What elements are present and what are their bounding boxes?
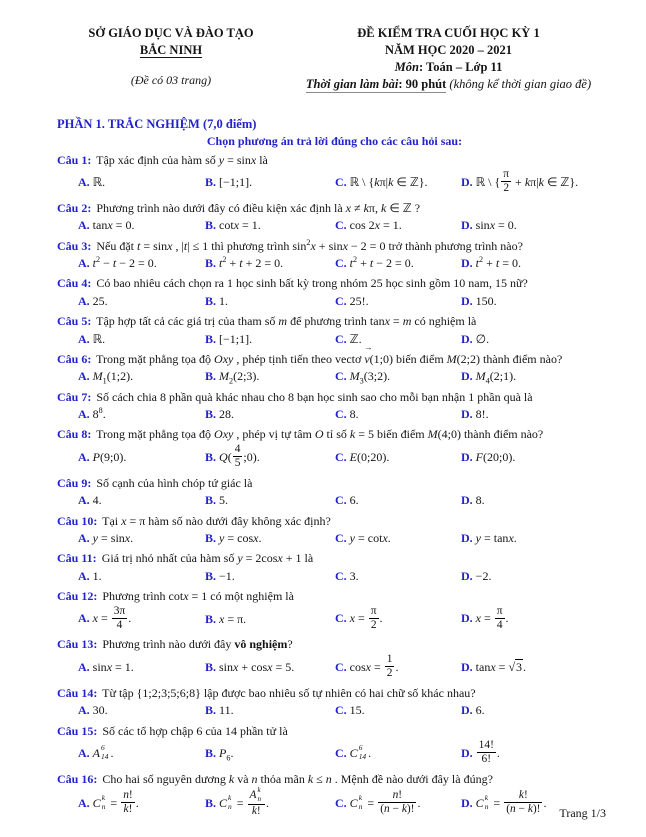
question-text: Nếu đặt t = sinx , |t| ≤ 1 thì phương trình $\sin^2x + \sin x - 2 = 0$ trở thành phương trình nào? <box>96 237 523 253</box>
option-a <box>78 702 205 719</box>
option-letter: C. <box>335 331 347 346</box>
option-value: C k n = $\frac{k!}{(n - k)!}$ . <box>475 788 547 816</box>
question-text: Phương trình nào dưới đây vô nghiệm? <box>102 637 293 652</box>
option-b <box>205 530 335 547</box>
option-c <box>335 790 461 818</box>
option-value: y = cotx. <box>349 530 391 545</box>
exam-title: ĐỀ KIỂM TRA CUỐI HỌC KỲ 1 <box>357 26 540 40</box>
option-b <box>205 568 335 585</box>
question-number-label: Câu 12: <box>57 589 98 604</box>
option-a <box>78 406 205 423</box>
question-number-label: Câu 16: <box>57 771 98 786</box>
question-number-label: Câu 4: <box>57 276 92 291</box>
option-value: $P_6$. <box>219 746 234 763</box>
option-d <box>461 217 612 234</box>
question-text: Giá trị nhỏ nhất của hàm số y = 2cosx + 1 là <box>101 551 314 566</box>
option-c <box>335 654 461 682</box>
option-d <box>461 449 612 466</box>
option-c <box>335 255 461 272</box>
option-value: C k n = A k n k! . <box>219 786 270 818</box>
option-a <box>78 293 205 310</box>
option-letter: C. <box>335 568 347 583</box>
option-b <box>205 444 335 472</box>
option-value: A 6 14 . <box>92 743 114 761</box>
section-title: PHẦN 1. TRẮC NGHIỆM (7,0 điểm) <box>57 116 257 131</box>
question-stem <box>57 475 612 492</box>
option-value: y = tanx. <box>475 530 517 545</box>
question-row <box>57 238 612 273</box>
option-letter: A. <box>78 530 90 545</box>
question-text: Trong mặt phẳng tọa độ Oxy , phép tịnh tiến theo vectơ v →(1;0) biến điểm M(2;2) thành điểm nào? <box>96 352 562 366</box>
option-value: ℤ. <box>349 331 362 346</box>
option-value: x = π. <box>219 611 247 626</box>
question-row <box>57 550 612 585</box>
question-number-label: Câu 11: <box>57 551 97 566</box>
option-letter: D. <box>461 255 473 270</box>
answer-options <box>57 606 612 634</box>
answer-options <box>57 788 612 819</box>
question-text: Phương trình cotx = 1 có một nghiệm là <box>102 589 294 604</box>
option-letter: D. <box>461 795 473 810</box>
question-text: Số cách chia 8 phần quà khác nhau cho 8 bạn học sinh sao cho mỗi bạn nhận 1 phần quà là <box>96 389 533 404</box>
answer-options <box>57 169 612 197</box>
pages-note: (Đề có 03 trang) <box>130 72 212 87</box>
header <box>57 25 612 93</box>
option-letter: C. <box>335 293 347 308</box>
option-letter: B. <box>205 331 217 346</box>
option-d <box>461 702 612 719</box>
option-c <box>335 492 461 509</box>
option-value: 30. <box>92 703 108 718</box>
question-stem <box>57 275 612 292</box>
option-letter: D. <box>461 450 473 465</box>
option-value: ℝ. <box>92 331 106 346</box>
option-value: [−1;1]. <box>219 331 253 346</box>
option-letter: A. <box>78 175 90 190</box>
province-name: BẮC NINH <box>139 42 203 57</box>
answer-options <box>57 740 612 768</box>
question-row <box>57 723 612 768</box>
question-stem <box>57 351 612 368</box>
option-value: cosx = $\frac{1}{2}$ . <box>349 652 399 680</box>
option-letter: A. <box>78 255 90 270</box>
question-row <box>57 275 612 310</box>
option-letter: A. <box>78 293 90 308</box>
option-letter: A. <box>78 450 90 465</box>
option-b <box>205 611 335 628</box>
option-c <box>335 331 461 348</box>
option-letter: A. <box>78 407 90 422</box>
option-letter: C. <box>335 407 347 422</box>
question-text: Có bao nhiêu cách chọn ra 1 học sinh bất kỳ trong nhóm 25 học sinh gồm 10 nam, 15 nữ? <box>96 276 528 291</box>
question-row <box>57 200 612 235</box>
page-number: Trang 1/3 <box>559 806 606 820</box>
option-letter: A. <box>78 331 90 346</box>
option-value: ∅. <box>475 331 490 346</box>
question-text: Cho hai số nguyên dương k và n thỏa mãn k ≤ n . Mệnh đề nào dưới đây là đúng? <box>102 771 493 786</box>
option-value: C 6 14 . <box>349 743 372 761</box>
answer-options <box>57 406 612 423</box>
header-left <box>57 25 285 93</box>
option-value: 25. <box>92 293 108 308</box>
option-c <box>335 293 461 310</box>
option-b <box>205 788 335 819</box>
option-c <box>335 702 461 719</box>
option-letter: A. <box>78 218 90 233</box>
option-d <box>461 169 612 197</box>
option-a <box>78 659 205 676</box>
question-row <box>57 588 612 633</box>
option-value: x = $\frac{\pi}{4}$ . <box>475 604 509 631</box>
option-letter: D. <box>461 745 473 760</box>
option-value: 6. <box>475 703 485 718</box>
option-a <box>78 568 205 585</box>
option-a <box>78 255 205 272</box>
option-letter: C. <box>335 255 347 270</box>
option-letter: B. <box>205 255 217 270</box>
department-name: SỞ GIÁO DỤC VÀ ĐÀO TẠO <box>88 26 254 40</box>
option-b <box>205 255 335 272</box>
option-b <box>205 745 335 762</box>
answer-options <box>57 293 612 310</box>
question-number-label: Câu 1: <box>57 152 92 167</box>
option-d <box>461 368 612 385</box>
option-value: ℝ \ {kπ|k ∈ ℤ}. <box>349 175 428 190</box>
option-value: −1. <box>219 568 235 583</box>
option-letter: D. <box>461 407 473 422</box>
option-a <box>78 745 205 763</box>
option-letter: D. <box>461 660 473 675</box>
answer-options <box>57 492 612 509</box>
option-value: $M_3(3;2)$. <box>349 369 391 386</box>
option-letter: C. <box>335 611 347 626</box>
section-subtitle: Chọn phương án trả lời đúng cho các câu hỏi sau: <box>206 133 463 148</box>
option-letter: D. <box>461 703 473 718</box>
question-stem <box>57 771 612 788</box>
option-value: sinx + cosx = 5. <box>219 660 295 675</box>
option-letter: A. <box>78 703 90 718</box>
option-c <box>335 530 461 547</box>
option-letter: A. <box>78 660 90 675</box>
option-a <box>78 492 205 509</box>
question-stem <box>57 588 612 605</box>
option-letter: C. <box>335 175 347 190</box>
answer-options <box>57 368 612 385</box>
question-stem <box>57 389 612 406</box>
question-text: Tập xác định của hàm số y = sinx là <box>96 152 268 167</box>
option-value: $M_4(2;1)$. <box>475 369 517 386</box>
question-number-label: Câu 8: <box>57 427 92 442</box>
option-b <box>205 293 335 310</box>
question-row <box>57 475 612 510</box>
answer-options <box>57 217 612 234</box>
option-letter: B. <box>205 568 217 583</box>
option-b <box>205 702 335 719</box>
answer-options <box>57 530 612 547</box>
option-letter: D. <box>461 174 473 189</box>
option-b <box>205 406 335 423</box>
option-value: 1. <box>219 293 229 308</box>
option-letter: A. <box>78 745 90 760</box>
question-row <box>57 152 612 197</box>
header-right <box>285 25 612 93</box>
option-value: $M_2(2;3)$. <box>219 369 260 386</box>
question-number-label: Câu 10: <box>57 513 98 528</box>
option-value: C k n = $\frac{n!}{(n - k)!}$ . <box>349 788 421 816</box>
question-text: Số các tổ hợp chập 6 của 14 phần tử là <box>102 723 288 738</box>
question-number-label: Câu 2: <box>57 200 92 215</box>
option-d <box>461 606 612 634</box>
answer-options <box>57 255 612 272</box>
option-letter: D. <box>461 493 473 508</box>
option-d <box>461 331 612 348</box>
option-value: 5. <box>219 493 229 508</box>
option-letter: B. <box>205 293 217 308</box>
option-letter: A. <box>78 795 90 810</box>
option-letter: D. <box>461 293 473 308</box>
question-stem <box>57 636 612 653</box>
option-value: 3. <box>349 568 359 583</box>
question-text: Tại x = π hàm số nào dưới đây không xác định? <box>102 513 331 528</box>
option-value: 11. <box>219 703 234 718</box>
answer-options <box>57 444 612 472</box>
option-value: ℝ \ { $\frac{\pi}{2}$ + kπ|k ∈ ℤ}. <box>475 167 579 195</box>
question-row <box>57 313 612 348</box>
question-row <box>57 685 612 720</box>
option-c <box>335 568 461 585</box>
option-c <box>335 606 461 634</box>
option-letter: C. <box>335 218 347 233</box>
question-stem <box>57 550 612 567</box>
option-letter: D. <box>461 530 473 545</box>
questions-list <box>57 152 612 820</box>
option-letter: A. <box>78 568 90 583</box>
question-number-label: Câu 3: <box>57 238 92 253</box>
option-letter: B. <box>205 660 217 675</box>
option-letter: B. <box>205 449 217 464</box>
option-b <box>205 331 335 348</box>
option-a <box>78 790 205 818</box>
option-value: tanx = 0. <box>92 218 135 233</box>
option-c <box>335 449 461 466</box>
option-value: −2. <box>475 568 492 583</box>
question-number-label: Câu 9: <box>57 475 92 490</box>
option-value: P(9;0). <box>92 450 127 465</box>
option-value: sinx = 1. <box>92 660 134 675</box>
option-value: sinx = 0. <box>475 218 517 233</box>
option-d <box>461 255 612 272</box>
option-value: $t^2 + t - 2 = 0$. <box>349 254 414 270</box>
option-a <box>78 606 205 634</box>
option-d <box>461 568 612 585</box>
question-text: Số cạnh của hình chóp tứ giác là <box>96 475 253 490</box>
question-text: Phương trình nào dưới đây có điều kiện xác định là x ≠ kπ, k ∈ ℤ ? <box>96 200 421 215</box>
question-row <box>57 389 612 424</box>
question-stem <box>57 513 612 530</box>
answer-options <box>57 654 612 682</box>
question-row <box>57 426 612 471</box>
option-value: $t^2 - t - 2 = 0$. <box>92 254 157 270</box>
option-d <box>461 293 612 310</box>
option-value: x = $\frac{\pi}{2}$ . <box>349 604 383 631</box>
option-letter: B. <box>205 407 217 422</box>
option-c <box>335 174 461 191</box>
option-value: cos 2x = 1. <box>349 218 402 233</box>
option-letter: C. <box>335 493 347 508</box>
option-c <box>335 217 461 234</box>
option-b <box>205 368 335 385</box>
question-number-label: Câu 13: <box>57 637 98 652</box>
question-number-label: Câu 7: <box>57 389 92 404</box>
question-stem <box>57 200 612 217</box>
school-year: NĂM HỌC 2020 – 2021 <box>384 42 513 57</box>
option-letter: C. <box>335 745 347 760</box>
question-stem <box>57 426 612 443</box>
answer-options <box>57 702 612 719</box>
option-value: tanx = √3. <box>475 660 527 675</box>
option-value: cotx = 1. <box>219 218 261 233</box>
question-number-label: Câu 6: <box>57 351 92 366</box>
option-letter: B. <box>205 218 217 233</box>
option-value: y = cosx. <box>219 530 262 545</box>
question-text: Trong mặt phẳng tọa độ Oxy , phép vị tự tâm O tỉ số k = 5 biến điểm M(4;0) thành điểm nào? <box>96 427 544 442</box>
question-number-label: Câu 15: <box>57 723 98 738</box>
option-letter: B. <box>205 611 217 626</box>
option-b <box>205 217 335 234</box>
option-value: $\frac{14!}{6!}$ . <box>478 738 500 766</box>
option-value: 150. <box>475 293 497 308</box>
option-value: x = $\frac{3\pi}{4}$ . <box>92 604 132 631</box>
option-value: $8^8$. <box>92 406 106 422</box>
option-letter: D. <box>461 331 473 346</box>
question-stem <box>57 313 612 330</box>
option-letter: C. <box>335 795 347 810</box>
option-letter: C. <box>335 659 347 674</box>
option-letter: B. <box>205 175 217 190</box>
option-letter: B. <box>205 493 217 508</box>
option-value: 1. <box>92 568 102 583</box>
question-stem <box>57 152 612 169</box>
option-a <box>78 174 205 191</box>
option-value: $t^2 + t = 0$. <box>475 254 521 270</box>
option-letter: C. <box>335 530 347 545</box>
option-value: F(20;0). <box>475 450 516 465</box>
question-text: Tập hợp tất cả các giá trị của tham số m để phương trình tanx = m có nghiệm là <box>96 314 477 329</box>
option-a <box>78 530 205 547</box>
option-a <box>78 217 205 234</box>
option-value: $M_1(1;2)$. <box>92 369 134 386</box>
question-stem <box>57 685 612 702</box>
option-letter: D. <box>461 611 473 626</box>
question-row <box>57 636 612 681</box>
option-value: Q( $\frac{4}{5}$ ;0). <box>219 442 260 470</box>
option-letter: A. <box>78 369 90 384</box>
question-row <box>57 513 612 548</box>
option-a <box>78 449 205 466</box>
option-value: 28. <box>219 407 235 422</box>
option-d <box>461 406 612 423</box>
option-c <box>335 368 461 385</box>
question-stem <box>57 723 612 740</box>
option-letter: B. <box>205 703 217 718</box>
option-letter: D. <box>461 369 473 384</box>
option-value: 6. <box>349 493 359 508</box>
option-letter: A. <box>78 611 90 626</box>
question-number-label: Câu 5: <box>57 314 92 329</box>
option-d <box>461 659 612 676</box>
option-c <box>335 745 461 763</box>
option-d <box>461 530 612 547</box>
option-letter: A. <box>78 493 90 508</box>
option-letter: B. <box>205 369 217 384</box>
option-value: 8. <box>475 493 485 508</box>
option-letter: D. <box>461 568 473 583</box>
question-number-label: Câu 14: <box>57 685 98 700</box>
duration-line: Thời gian làm bài: 90 phút (không kể thời gian giao đề) <box>305 76 592 91</box>
question-row <box>57 351 612 386</box>
option-value: 4. <box>92 493 102 508</box>
option-value: 15. <box>349 703 365 718</box>
option-a <box>78 368 205 385</box>
subject-line: Môn: Toán – Lớp 11 <box>394 59 503 74</box>
option-letter: C. <box>335 369 347 384</box>
option-c <box>335 406 461 423</box>
option-d <box>461 492 612 509</box>
option-value: [−1;1]. <box>219 175 253 190</box>
option-value: C k n = $\frac{n!}{k!}$ . <box>92 788 139 816</box>
option-value: $t^2 + t + 2 = 0$. <box>219 254 284 270</box>
option-letter: D. <box>461 218 473 233</box>
option-value: 8. <box>349 407 359 422</box>
option-letter: C. <box>335 703 347 718</box>
option-value: y = sinx. <box>92 530 134 545</box>
option-a <box>78 331 205 348</box>
option-b <box>205 659 335 676</box>
option-d <box>461 740 612 768</box>
option-letter: B. <box>205 746 217 761</box>
answer-options <box>57 331 612 348</box>
question-row <box>57 771 612 820</box>
question-text: Từ tập {1;2;3;5;6;8} lập được bao nhiêu số tự nhiên có hai chữ số khác nhau? <box>102 685 476 700</box>
option-value: 8!. <box>475 407 489 422</box>
option-value: 25!. <box>349 293 369 308</box>
option-b <box>205 174 335 191</box>
option-letter: B. <box>205 530 217 545</box>
option-value: E(0;20). <box>349 450 390 465</box>
answer-options <box>57 568 612 585</box>
option-letter: C. <box>335 450 347 465</box>
question-stem <box>57 238 612 255</box>
option-b <box>205 492 335 509</box>
option-value: ℝ. <box>92 175 106 190</box>
option-letter: B. <box>205 795 217 810</box>
